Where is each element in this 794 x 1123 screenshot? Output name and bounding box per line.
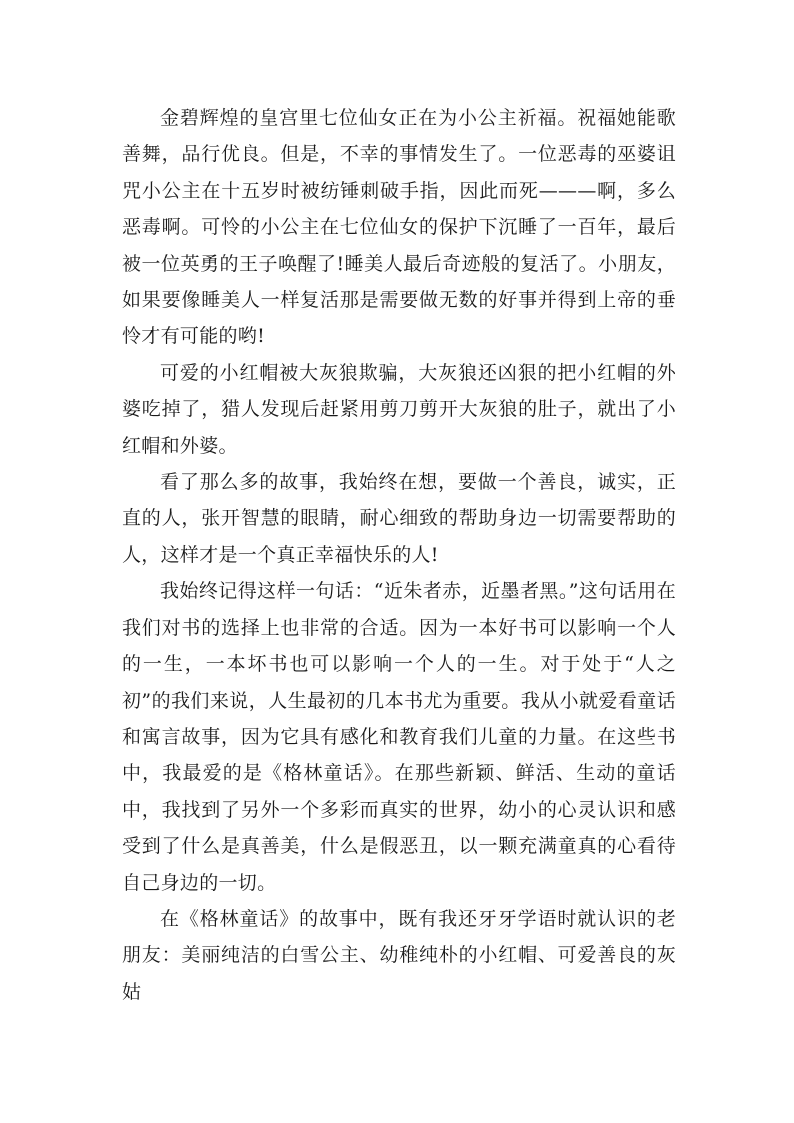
body-text (122, 100, 676, 1010)
paragraph-red-riding-hood: 可爱的小红帽被大灰狼欺骗，大灰狼还凶狠的把小红帽的外婆吃掉了，猎人发现后赶紧用剪刀剪开大灰狼的肚子，就出了小红帽和外婆。 (122, 361, 676, 457)
paragraph-reflection: 看了那么多的故事，我始终在想，要做一个善良，诚实，正直的人，张开智慧的眼睛，耐心细致的帮助身边一切需要帮助的人，这样才是一个真正幸福快乐的人! (122, 471, 676, 566)
paragraph-book-choice: 我始终记得这样一句话：“近朱者赤，近墨者黑。”这句话用在我们对书的选择上也非常的合适。因为一本好书可以影响一个人的一生，一本坏书也可以影响一个人的一生。对于处于“人之初”的我们来说，人生最初的几本书尤为重要。我从小就爱看童话和寓言故事，因为它具有感化和教育我们儿童的力量。在这些书中，我最爱的是《格林童话》。在那些新颖、鲜活、生动的童话中，我找到了另外一个多彩而真实的世界，幼小的心灵认识和感受到了什么是真善美，什么是假恶丑，以一颗充满童真的心看待自己身边的一切。 (122, 580, 676, 894)
paragraph-grimm-friends: 在《格林童话》的故事中，既有我还牙牙学语时就认识的老朋友：美丽纯洁的白雪公主、幼稚纯朴的小红帽、可爱善良的灰姑 (122, 907, 676, 1003)
paragraph-sleeping-beauty: 金碧辉煌的皇宫里七位仙女正在为小公主祈福。祝福她能歌善舞，品行优良。但是，不幸的事情发生了。一位恶毒的巫婆诅咒小公主在十五岁时被纺锤刺破手指，因此而死———啊，多么恶毒啊。可怜的小公主在七位仙女的保护下沉睡了一百年，最后被一位英勇的王子唤醒了!睡美人最后奇迹般的复活了。小朋友，如果要像睡美人一样复活那是需要做无数的好事并得到上帝的垂怜才有可能的哟! (122, 107, 676, 348)
